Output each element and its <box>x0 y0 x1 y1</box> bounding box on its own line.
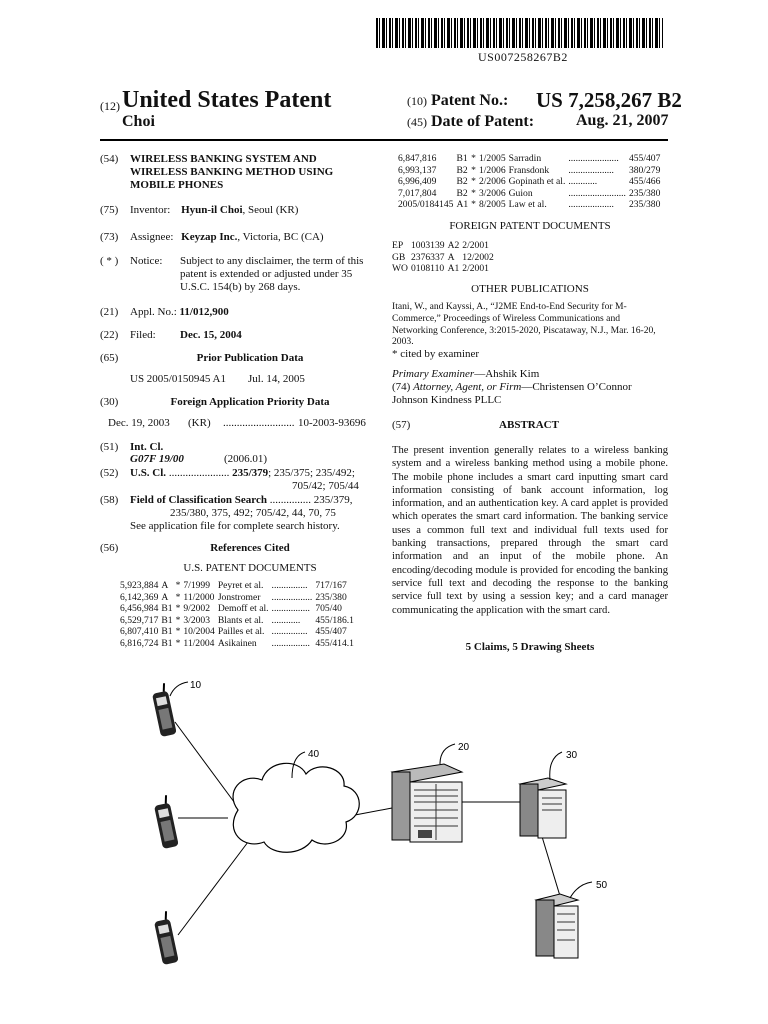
examiner-line <box>392 368 539 381</box>
reference-no: 6,816,724 <box>120 637 159 649</box>
reference-dots: ................... <box>568 164 614 176</box>
refs-code: (56) <box>100 542 119 554</box>
reference-name: Jonstromer <box>217 591 261 603</box>
ref-label-20: 20 <box>458 742 470 753</box>
reference-no: 6,993,137 <box>398 164 437 176</box>
foreign-date: Dec. 19, 2003 <box>108 417 170 429</box>
reference-row <box>398 176 663 188</box>
reference-date: 8/2005 <box>478 199 506 210</box>
reference-date: 2/2006 <box>478 176 506 187</box>
reference-star: * <box>175 591 181 603</box>
other-publication: Itani, W., and Kayssi, A., “J2ME End-to-End Security for M-Commerce,” Proceedings of Wireless Communications and Networking Conference, 3:2015-2020, Piscataway, N.J., Mar. 16-20, 2003. <box>392 301 656 348</box>
assignee-line <box>130 231 324 244</box>
reference-cls: 235/380 <box>315 591 347 603</box>
field-line3: See application file for complete search history. <box>130 520 340 532</box>
foreign-code: (30) <box>100 396 119 408</box>
uscl-main: 235/379 <box>232 467 269 479</box>
uscl-label: U.S. Cl. <box>130 467 167 479</box>
system-figure <box>0 660 768 1024</box>
reference-no: 2376337 <box>410 251 445 263</box>
field-code: (58) <box>100 494 119 506</box>
reference-dots: ............... <box>271 626 308 637</box>
field-line2: 235/380, 375, 492; 705/42, 44, 70, 75 <box>170 507 336 519</box>
notice-code: ( * ) <box>100 255 119 267</box>
reference-row <box>398 188 663 200</box>
uscl-dots: ...................... <box>168 467 230 479</box>
reference-no: 1003139 <box>410 240 445 251</box>
reference-cls: 455/407 <box>315 626 347 637</box>
us-docs-table <box>120 580 357 649</box>
title-code: (54) <box>100 153 119 165</box>
reference-kind: A <box>161 580 169 591</box>
inventor-surname: Choi <box>122 113 155 130</box>
reference-date: 7/1999 <box>183 580 211 591</box>
reference-cls: 235/380 <box>628 199 661 210</box>
reference-name: Guion <box>508 187 533 199</box>
reference-dots: ........................ <box>568 187 626 199</box>
foreign-dots: .......................... <box>223 417 295 429</box>
reference-no: 0108110 <box>410 263 445 274</box>
attorney-name: —Christensen O’Connor Johnson Kindness PLLC <box>392 381 632 406</box>
examiner-name: —Ahshik Kim <box>474 368 540 380</box>
reference-dots: ............ <box>568 176 598 187</box>
reference-name: Blants et al. <box>217 614 264 626</box>
other-pubs-heading: OTHER PUBLICATIONS <box>471 283 589 295</box>
reference-date: 11/2004 <box>183 637 215 649</box>
appl-line <box>130 306 229 319</box>
assignee-location: , Victoria, BC (CA) <box>237 231 324 243</box>
server-tower-icon <box>536 894 578 958</box>
reference-kind: B1 <box>161 614 173 626</box>
filed-label: Filed: <box>130 329 156 341</box>
prior-pub: US 2005/0150945 A1 <box>130 373 226 385</box>
us-docs-heading: U.S. PATENT DOCUMENTS <box>183 562 317 574</box>
reference-no: 6,142,369 <box>120 591 159 603</box>
claims-summary: 5 Claims, 5 Drawing Sheets <box>465 641 595 653</box>
reference-cls: 455/407 <box>628 153 661 164</box>
reference-dots: ............ <box>271 614 301 626</box>
reference-dots: ................. <box>271 591 313 603</box>
field-label: Field of Classification Search <box>130 494 267 506</box>
barcode-number: US007258267B2 <box>478 50 568 64</box>
reference-star: * <box>175 614 181 626</box>
uscl-line2: 705/42; 705/44 <box>292 480 359 492</box>
reference-no: 6,847,816 <box>398 153 437 164</box>
field-v1: 235/379, <box>313 494 353 506</box>
filed-code: (22) <box>100 329 119 341</box>
reference-name: Gopinath et al. <box>508 176 566 187</box>
foreign-docs-table <box>392 240 497 275</box>
reference-row <box>392 263 497 275</box>
reference-kind: A2 <box>447 240 460 251</box>
foreign-country: (KR) <box>188 417 211 429</box>
reference-kind: B1 <box>161 603 173 614</box>
invention-title: WIRELESS BANKING SYSTEM AND WIRELESS BANKING METHOD USING MOBILE PHONES <box>130 153 334 191</box>
appl-number: 11/012,900 <box>179 306 229 318</box>
foreign-number: 10-2003-93696 <box>298 417 366 429</box>
reference-dots: ............... <box>271 580 308 591</box>
reference-kind: A1 <box>456 199 469 210</box>
reference-row <box>120 603 357 615</box>
reference-kind: A <box>447 251 455 263</box>
reference-cls: 717/167 <box>315 580 347 591</box>
reference-cls: 455/186.1 <box>315 614 354 626</box>
reference-kind: B2 <box>456 164 468 176</box>
reference-country: EP <box>392 240 404 251</box>
date-code: (45) <box>407 115 427 129</box>
reference-row <box>392 240 497 252</box>
reference-date: 2/2001 <box>462 263 489 274</box>
reference-star: * <box>471 176 476 187</box>
reference-row <box>120 592 357 604</box>
field-dots: ............... <box>269 494 311 506</box>
uscl-code: (52) <box>100 467 119 479</box>
reference-country: WO <box>392 263 408 274</box>
reference-no: 6,807,410 <box>120 626 159 637</box>
reference-kind: B1 <box>456 153 468 164</box>
attorney-line <box>392 381 668 407</box>
reference-cls: 705/40 <box>315 603 342 614</box>
reference-row <box>120 638 357 650</box>
reference-date: 3/2003 <box>183 614 211 626</box>
examiner-label: Primary Examiner <box>392 368 475 380</box>
reference-star: * <box>175 637 181 649</box>
cited-note: * cited by examiner <box>392 348 480 360</box>
prior-date: Jul. 14, 2005 <box>248 373 305 385</box>
reference-cls: 455/414.1 <box>315 637 354 649</box>
reference-date: 10/2004 <box>183 626 215 637</box>
uscl-line <box>130 467 355 480</box>
link-server30-server50 <box>540 830 560 896</box>
mobile-phone-icon <box>152 795 178 849</box>
network-cloud-icon <box>233 763 359 852</box>
reference-date: 12/2002 <box>462 251 494 263</box>
reference-kind: B1 <box>161 626 173 637</box>
reference-row <box>392 252 497 264</box>
link-network-server20 <box>355 808 392 815</box>
reference-star: * <box>471 187 476 199</box>
reference-star: * <box>175 580 181 591</box>
prior-code: (65) <box>100 352 119 364</box>
uscl-rest: ; 235/375; 235/492; <box>268 467 355 479</box>
notice-label: Notice: <box>130 255 163 267</box>
barcode <box>376 18 663 48</box>
reference-no: 6,996,409 <box>398 176 437 187</box>
assignee-code: (73) <box>100 231 119 243</box>
filed-date: Dec. 15, 2004 <box>180 329 242 341</box>
inventor-location: , Seoul (KR) <box>242 204 299 216</box>
reference-name: Demoff et al. <box>217 603 269 614</box>
patent-date: Aug. 21, 2007 <box>576 112 669 129</box>
date-label-text: Date of Patent: <box>431 113 535 130</box>
reference-kind: B2 <box>456 176 468 187</box>
foreign-heading: Foreign Application Priority Data <box>170 396 330 408</box>
assignee-name: Keyzap Inc. <box>181 231 238 243</box>
reference-date: 1/2006 <box>478 164 506 176</box>
notice-text: Subject to any disclaimer, the term of this patent is extended or adjusted under 35 U.S.C. 154(b) by 268 days. <box>180 255 364 293</box>
reference-cls: 235/380 <box>628 187 661 199</box>
reference-star: * <box>175 603 181 614</box>
reference-no: 6,529,717 <box>120 614 159 626</box>
intcl-year: (2006.01) <box>224 453 268 465</box>
link-phone3-network <box>178 842 248 935</box>
reference-row <box>120 580 357 592</box>
inventor-line <box>130 204 298 217</box>
reference-name: Asikainen <box>217 637 257 649</box>
doc-kind-title: United States Patent <box>122 87 332 113</box>
appl-label: Appl. No.: <box>130 306 177 318</box>
reference-dots: ..................... <box>568 153 619 164</box>
attorney-label: Attorney, Agent, or Firm <box>413 381 522 393</box>
reference-kind: A <box>161 591 169 603</box>
reference-kind: B2 <box>456 187 468 199</box>
reference-kind: A1 <box>447 263 460 274</box>
reference-no: 7,017,804 <box>398 187 437 199</box>
reference-row <box>120 626 357 638</box>
reference-star: * <box>175 626 181 637</box>
patent-no-label-text: Patent No.: <box>431 92 509 109</box>
prior-heading: Prior Publication Data <box>196 352 304 364</box>
reference-dots: ................ <box>271 637 310 649</box>
ref-label-50: 50 <box>596 880 608 891</box>
reference-name: Peyret et al. <box>217 580 264 591</box>
reference-star: * <box>471 199 476 210</box>
field-line <box>130 494 353 507</box>
reference-cls: 455/466 <box>628 176 661 187</box>
reference-name: Law et al. <box>508 199 547 210</box>
reference-dots: ................ <box>271 603 310 614</box>
reference-kind: B1 <box>161 637 173 649</box>
appl-code: (21) <box>100 306 119 318</box>
doc-kind-code: (12) <box>100 99 120 113</box>
us-docs-table-cont <box>398 153 663 211</box>
assignee-label: Assignee: <box>130 231 174 243</box>
reference-dots: ................... <box>568 199 614 210</box>
abstract-code: (57) <box>392 419 411 431</box>
reference-no: 2005/0184145 <box>398 199 454 210</box>
reference-star: * <box>471 164 476 176</box>
patent-no-code: (10) <box>407 94 427 108</box>
reference-name: Pailles et al. <box>217 626 265 637</box>
reference-no: 6,456,984 <box>120 603 159 614</box>
ref-label-10: 10 <box>190 680 202 691</box>
header-rule <box>100 139 668 141</box>
reference-star: * <box>471 153 476 164</box>
server-tower-icon <box>520 778 566 838</box>
foreign-docs-heading: FOREIGN PATENT DOCUMENTS <box>449 220 611 232</box>
reference-date: 1/2005 <box>478 153 506 164</box>
ref-label-40: 40 <box>308 749 320 760</box>
abstract-heading: ABSTRACT <box>499 419 559 431</box>
reference-row <box>120 615 357 627</box>
reference-date: 11/2000 <box>183 591 215 603</box>
reference-name: Sarradin <box>508 153 542 164</box>
reference-row <box>398 199 663 211</box>
reference-name: Fransdonk <box>508 164 550 176</box>
inventor-code: (75) <box>100 204 119 216</box>
reference-row <box>398 153 663 165</box>
patent-number: US 7,258,267 B2 <box>536 88 682 112</box>
ref-label-30: 30 <box>566 750 578 761</box>
reference-cls: 380/279 <box>628 164 661 176</box>
reference-country: GB <box>392 251 406 263</box>
reference-date: 3/2006 <box>478 187 506 199</box>
attorney-code: (74) <box>392 381 411 393</box>
intcl-code: (51) <box>100 441 119 453</box>
refs-heading: References Cited <box>210 542 290 554</box>
reference-no: 5,923,884 <box>120 580 159 591</box>
reference-date: 9/2002 <box>183 603 211 614</box>
link-phone1-network <box>175 722 240 810</box>
reference-date: 2/2001 <box>462 240 489 251</box>
inventor-name: Hyun-il Choi <box>181 204 243 216</box>
intcl-class: G07F 19/00 <box>130 453 184 465</box>
patent-no-label <box>407 92 508 110</box>
date-label <box>407 113 534 131</box>
server-rack-icon <box>392 764 462 842</box>
mobile-phone-icon <box>152 911 178 965</box>
inventor-label: Inventor: <box>130 204 171 216</box>
reference-row <box>398 165 663 177</box>
abstract-text: The present invention generally relates to a wireless banking system and a wireless banking method using a mobile phone. The mobile phone includes a smart card inputting smart card information consisting of bank account information, log information, and an authentication key. A card applet is provided which operates the smart card information. The banking service uses a common full text and individual full texts used for banking transactions, prepared through the smart card information and an input of the mobile phone. An encoding/decoding module is provided for encoding the banking service full text and decoding the response to the banking service full text by using a session key; and a card manager communicating the application with the smart card. <box>392 445 668 616</box>
intcl-label: Int. Cl. <box>130 441 164 453</box>
